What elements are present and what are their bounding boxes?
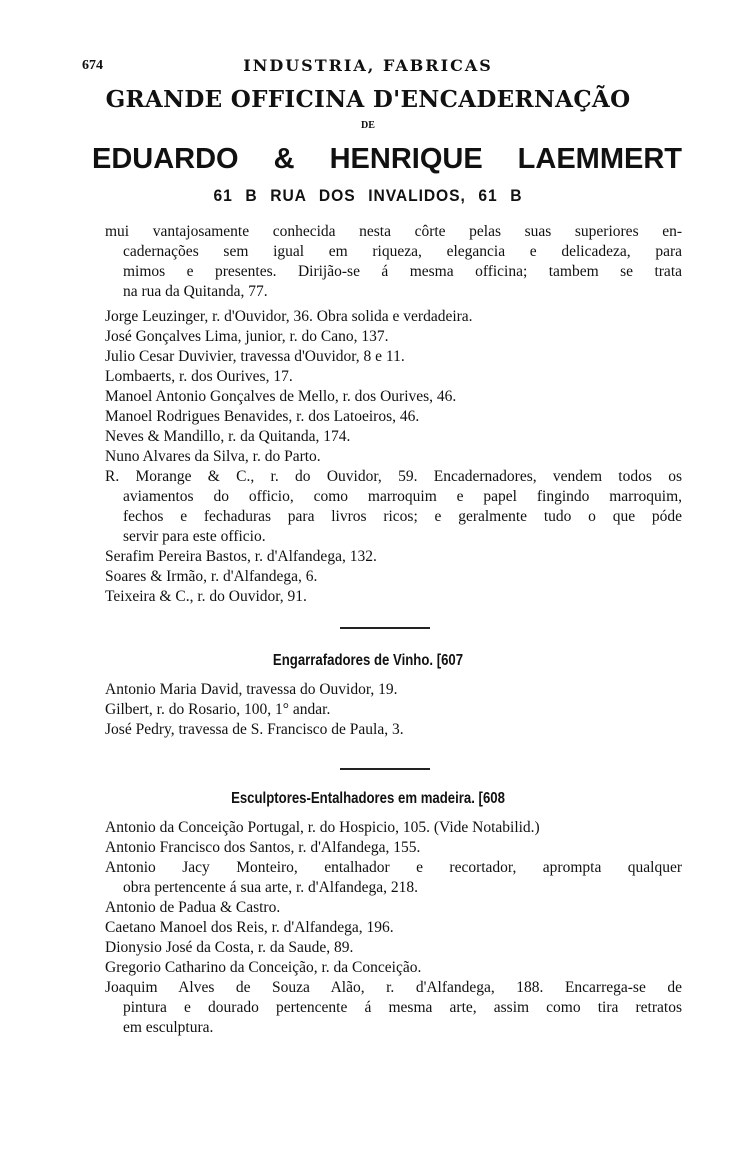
list-entry (105, 547, 682, 567)
list-entry (105, 347, 682, 367)
list-entry (105, 898, 682, 918)
advert-de: DE (361, 120, 375, 131)
paragraph-line: mui vantajosamente conhecida nesta côrte pelas suas superiores en- (105, 223, 682, 240)
entry-line: Antonio da Conceição Portugal, r. do Hospicio, 105. (Vide Notabilid.) (105, 819, 540, 836)
entry-line: Manoel Rodrigues Benavides, r. dos Latoeiros, 46. (105, 408, 420, 425)
list-entry (105, 938, 682, 958)
section-heading-wood-sculptors: Esculptores-Entalhadores em madeira. [608 (231, 790, 505, 807)
entry-line: José Gonçalves Lima, junior, r. do Cano, 137. (105, 328, 389, 345)
entry-line: Serafim Pereira Bastos, r. d'Alfandega, 132. (105, 548, 377, 565)
entry-line: Manoel Antonio Gonçalves de Mello, r. dos Ourives, 46. (105, 388, 457, 405)
list-entry (105, 567, 682, 587)
entry-line: R. Morange & C., r. do Ouvidor, 59. Encadernadores, vendem todos os (105, 468, 682, 485)
list-entry (105, 858, 682, 898)
page-number: 674 (82, 58, 103, 73)
entry-line: servir para este officio. (123, 528, 266, 545)
entry-line: fechos e fechaduras para livros ricos; e geralmente tudo o que póde (123, 508, 682, 525)
paragraph-line: na rua da Quitanda, 77. (123, 283, 268, 300)
section-heading-wine-bottlers: Engarrafadores de Vinho. [607 (272, 652, 464, 669)
list-entry (105, 367, 682, 387)
entry-line: Soares & Irmão, r. d'Alfandega, 6. (105, 568, 318, 585)
list-entry (105, 327, 682, 347)
bookbinders-list (105, 307, 682, 607)
list-entry (105, 427, 682, 447)
entry-line: Nuno Alvares da Silva, r. do Parto. (105, 448, 321, 465)
entry-line: Gregorio Catharino da Conceição, r. da Conceição. (105, 959, 422, 976)
paragraph-line: cadernações sem igual em riqueza, elegancia e delicadeza, para (123, 243, 682, 260)
wood-sculptors-list (105, 818, 682, 1038)
list-entry (105, 838, 682, 858)
list-entry (105, 818, 682, 838)
list-entry (105, 958, 682, 978)
list-entry (105, 387, 682, 407)
entry-line: Antonio Francisco dos Santos, r. d'Alfandega, 155. (105, 839, 421, 856)
entry-line: obra pertencente á sua arte, r. d'Alfandega, 218. (123, 879, 419, 896)
list-entry (105, 587, 682, 607)
entry-line: Caetano Manoel dos Reis, r. d'Alfandega, 196. (105, 919, 394, 936)
entry-line: Julio Cesar Duvivier, travessa d'Ouvidor, 8 e 11. (105, 348, 405, 365)
entry-line: Dionysio José da Costa, r. da Saude, 89. (105, 939, 354, 956)
section-divider (340, 768, 430, 770)
entry-line: Jorge Leuzinger, r. d'Ouvidor, 36. Obra solida e verdadeira. (105, 308, 473, 325)
list-entry (105, 720, 682, 740)
list-entry (105, 407, 682, 427)
list-entry (105, 680, 682, 700)
list-entry (105, 918, 682, 938)
advert-address: 61 B RUA DOS INVALIDOS, 61 B (213, 186, 523, 205)
list-entry (105, 978, 682, 1038)
entry-line: Antonio Jacy Monteiro, entalhador e recortador, aprompta qualquer (105, 859, 682, 876)
entry-line: Teixeira & C., r. do Ouvidor, 91. (105, 588, 307, 605)
entry-line: José Pedry, travessa de S. Francisco de Paula, 3. (105, 721, 404, 738)
advert-firm-name: EDUARDO & HENRIQUE LAEMMERT (92, 143, 682, 175)
paragraph-line: mimos e presentes. Dirijão-se á mesma officina; tambem se trata (123, 263, 682, 280)
list-entry (105, 447, 682, 467)
list-entry (105, 700, 682, 720)
list-entry (105, 467, 682, 547)
entry-line: Antonio Maria David, travessa do Ouvidor, 19. (105, 681, 398, 698)
entry-line: em esculptura. (123, 1019, 214, 1036)
list-entry (105, 307, 682, 327)
entry-line: Antonio de Padua & Castro. (105, 899, 281, 916)
running-head: INDUSTRIA, FABRICAS (243, 56, 493, 75)
advert-paragraph (105, 222, 682, 302)
entry-line: Neves & Mandillo, r. da Quitanda, 174. (105, 428, 351, 445)
entry-line: Joaquim Alves de Souza Alão, r. d'Alfandega, 188. Encarrega-se de (105, 979, 682, 996)
entry-line: Gilbert, r. do Rosario, 100, 1° andar. (105, 701, 331, 718)
entry-line: Lombaerts, r. dos Ourives, 17. (105, 368, 293, 385)
entry-line: aviamentos do officio, como marroquim e papel fingindo marroquim, (123, 488, 682, 505)
section-divider (340, 627, 430, 629)
wine-bottlers-list (105, 680, 682, 740)
entry-line: pintura e dourado pertencente á mesma arte, assim como tira retratos (123, 999, 682, 1016)
advert-title: GRANDE OFFICINA D'ENCADERNAÇÃO (105, 86, 631, 113)
